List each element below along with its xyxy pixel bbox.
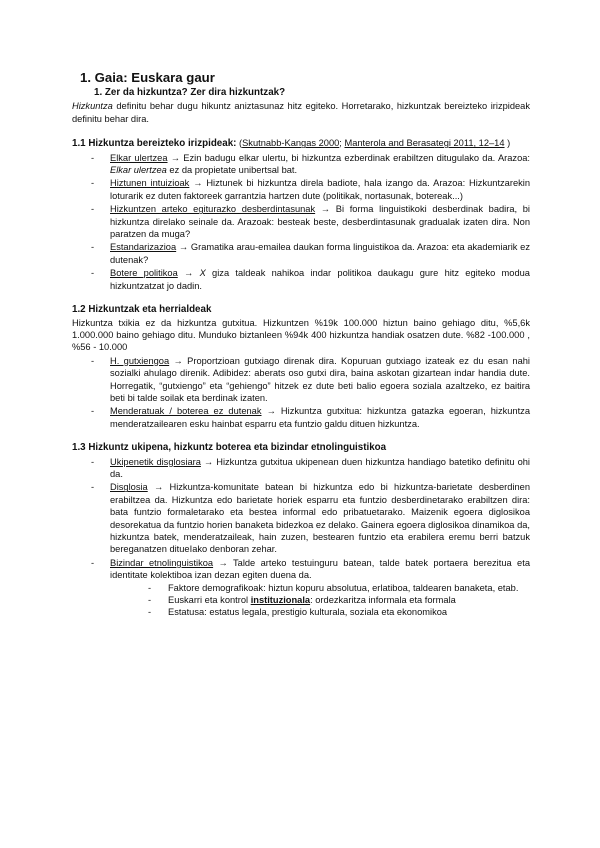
section-1-1-heading-line: 1.1 Hizkuntza bereizteko irizpideak: (Skutnabb-Kangas 2000; Manterola and Berasategi 2011, 12–14 ) (72, 138, 511, 150)
section-1-3-heading: 1.3 Hizkuntz ukipena, hizkuntz boterea eta bizindar etnolinguistikoa (72, 442, 387, 454)
section-1-2-heading: 1.2 Hizkuntzak eta herrialdeak (72, 304, 212, 316)
intro-italic: Hizkuntza (72, 101, 113, 112)
intro-text: definitu behar dugu hikuntz aniztasunaz hitz egiteko. Horretarako, hizkuntzak bereizteko irizpideak definitu behar dira. (72, 101, 530, 124)
reference-link-2[interactable]: Manterola and Berasategi 2011, 12–14 (344, 138, 505, 149)
section-1-2-paragraph: Hizkuntza txikia ez da hizkuntza gutxitua. Hizkuntzen %19k 100.000 hiztun baino gehiago ditu, %5,6k 1.000.000 baino gehiago ditu. Munduko biztanleen %94k 400 hizkuntza handiak osatzen dute. %82 -100.000 , %56 - 10.000 (72, 317, 530, 353)
reference-link-1[interactable]: Skutnabb-Kangas 2000 (242, 138, 340, 149)
document-page (72, 70, 530, 620)
criteria-list (72, 152, 530, 292)
list-item: - Hizkuntzen arteko egiturazko desberdintasunak → Bi forma linguistikoki desberdinak badira, bi hizkuntza direlako seinale da. Arazoak: besteak beste, desberdintasunak gradualak izaten dira. Non paratzen da muga? (72, 203, 530, 240)
list-item: - Hiztunen intuizioak → Hiztunek bi hizkuntza direla badiote, hala izango da. Arazoa: Hizkuntzarekin loturarik ez duten faktoreek garrantzia hartzen dute (politikak, nortasunak, botereak...) (72, 177, 530, 202)
list-item: - H. gutxiengoa → Proportzioan gutxiago direnak dira. Kopuruan gutxiago izateak ez du esan nahi sozialki ahulago direnik. Adibidez: aberats oso gutxi dira, baina askotan gizartean indar handia dute. Horregatik, “gutxiengo” eta “gehiengo” hitzek ez dute beti balio egoera soziala azaltzeko, ez baitira beti bi talde soilak eta berdinak izaten. (72, 355, 530, 405)
list-item: - Estandarizazioa → Gramatika arau-emailea daukan forma linguistikoa da. Arazoa: eta akademiarik ez dutenak? (72, 241, 530, 266)
intro-paragraph (72, 100, 530, 125)
list-item: - Menderatuak / boterea ez dutenak → Hizkuntza gutxitua: hizkuntza gatazka egoeran, hizkuntza menderatzailearen esku hainbat esparru eta funtzio galdu dituen hizkuntza. (72, 405, 530, 430)
list-item: - Disglosia → Hizkuntza-komunitate batean bi hizkuntza edo bi hizkuntza-barietate desberdinen erabiltzea da. Hizkuntza edo barietate horiek esparru eta funtzio desberdinetarako erabiltzen dira: bata funtzio formaletarako eta bestea informal edo pribatuetarako. Maizenik egoera diglosikoa desorekatua da funtzio horien banaketa bidezkoa ez delako. Gainera egoera diglosikoa dinamikoa da, hizkuntza batek, menderatzaileak, hain zuzen, bestearen funtzio eta erabilera eremu berri batzuk bereganatzen ditueIako denboran zehar. (72, 481, 530, 555)
vitality-factors-list (110, 582, 530, 619)
page-title: 1. Gaia: Euskara gaur (80, 70, 215, 85)
list-item: - Botere politikoa → X giza taldeak nahikoa indar politikoa daukagu gure hitz egiteko modua hizkuntzatzat jo dadin. (72, 267, 530, 292)
sub-list-item: - Faktore demografikoak: hiztun kopuru absolutua, erlatiboa, taldearen banaketa, etab. (110, 582, 530, 594)
minority-list (72, 355, 530, 430)
list-item: - Ukipenetik disglosiara → Hizkuntza gutxitua ukipenean duen hizkuntza handiago batetiko definitu ohi da. (72, 456, 530, 481)
contact-list (72, 456, 530, 619)
section-1-1-heading: 1.1 Hizkuntza bereizteko irizpideak: (72, 138, 237, 150)
sub-list-item: - Estatusa: estatus legala, prestigio kulturala, soziala eta ekonomikoa (110, 606, 530, 618)
list-item: - Elkar ulertzea → Ezin badugu elkar ulertu, bi hizkuntza ezberdinak erabiltzen ditugulako da. Arazoa: Elkar ulertzea ez da propietate unibertsal bat. (72, 152, 530, 177)
section-subtitle: 1. Zer da hizkuntza? Zer dira hizkuntzak? (94, 87, 286, 98)
sub-list-item: - Euskarri eta kontrol instituzionala: ordezkaritza informala eta formala (110, 594, 530, 606)
list-item: - Bizindar etnolinguistikoa → Talde arteko testuinguru batean, talde batek portaera berezitua eta identitate kolektiboa izan dezan egiten duena da. - Faktore demografikoak: hiztun kopuru absolutua, erlatiboa, taldearen banaketa, etab. - Euskarri eta kontrol instituzionala: ordezkaritza informala eta formala - Estatusa: estatus legala, prestigio kulturala, soziala eta ekonomikoa (72, 557, 530, 619)
